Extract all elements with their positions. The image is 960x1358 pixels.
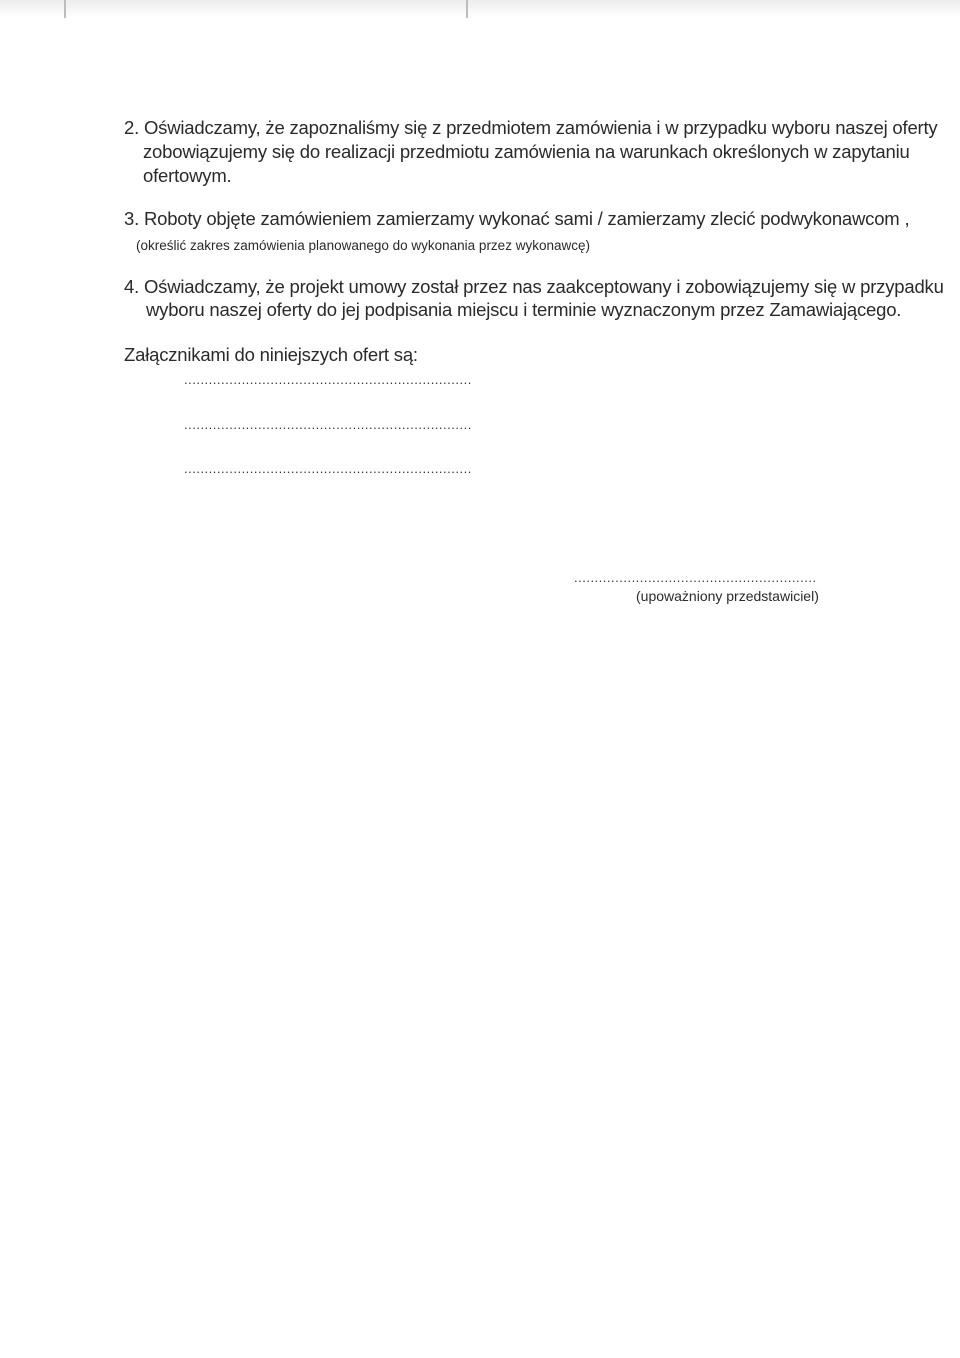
attachment-blank-line: ...................................................................... [184,461,472,476]
scan-mark [64,0,66,18]
item-2-line-1: 2. Oświadczamy, że zapoznaliśmy się z przedmiotem zamówienia i w przypadku wyboru naszej oferty [124,117,938,138]
signature-caption: (upoważniony przedstawiciel) [636,588,819,604]
item-4-line-1: 4. Oświadczamy, że projekt umowy został przez nas zaakceptowany i zobowiązujemy się w przypadku [124,276,944,297]
scan-edge-artifact [0,0,960,18]
attachment-blank-line: ...................................................................... [184,372,472,387]
item-4-line-2: wyboru naszej oferty do jej podpisania miejscu i terminie wyznaczonym przez Zamawiającego. [146,299,902,320]
attachment-blank-line: ...................................................................... [184,417,472,432]
scan-mark [466,0,468,18]
item-2-line-2: zobowiązujemy się do realizacji przedmiotu zamówienia na warunkach określonych w zapytaniu [143,141,910,162]
item-2-line-3: ofertowym. [143,165,232,186]
attachments-heading: Załącznikami do niniejszych ofert są: [124,344,418,365]
item-3-note: (określić zakres zamówienia planowanego do wykonania przez wykonawcę) [136,238,590,253]
signature-line: ........................................................... [574,570,817,585]
item-3-line-1: 3. Roboty objęte zamówieniem zamierzamy wykonać sami / zamierzamy zlecić podwykonawcom , [124,208,910,229]
